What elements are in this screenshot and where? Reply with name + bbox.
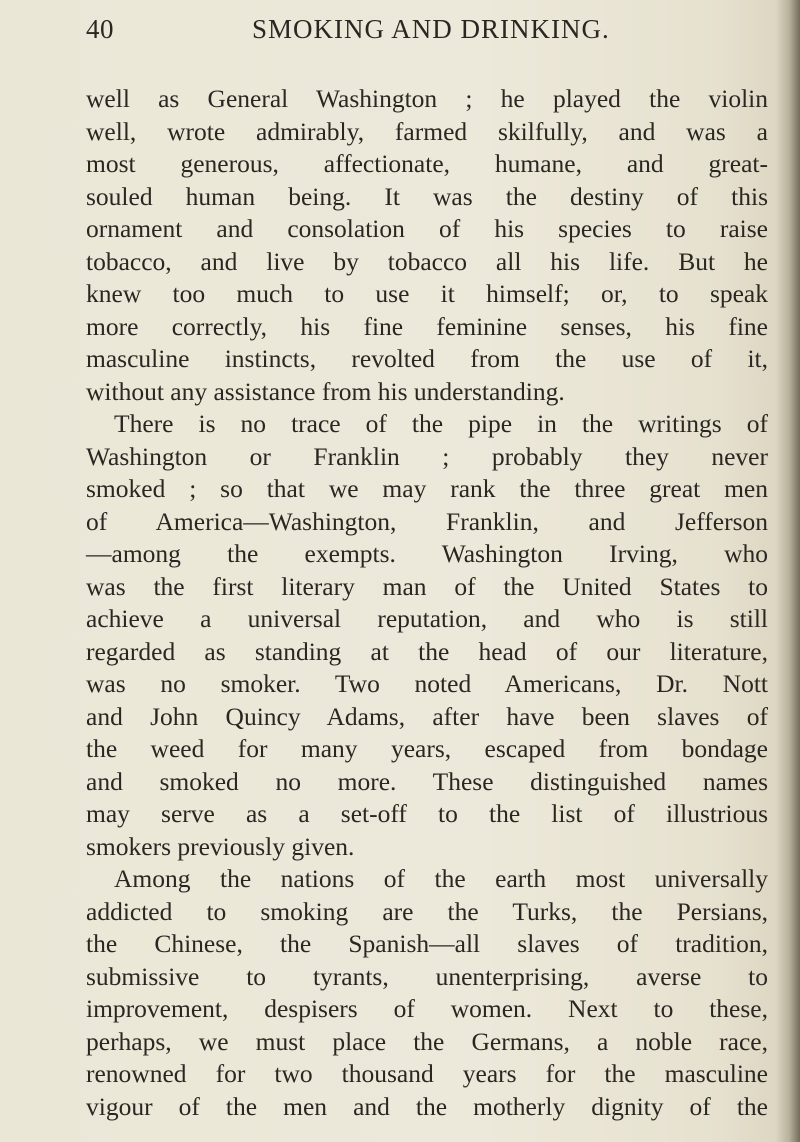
text-line: was no smoker. Two noted Americans, Dr. Nott xyxy=(86,669,768,698)
text-line: renowned for two thousand years for the masculine xyxy=(86,1059,768,1088)
text-line: the weed for many years, escaped from bondage xyxy=(86,734,768,763)
paragraph-start-line: Among the nations of the earth most universally xyxy=(114,864,768,893)
body-text xyxy=(86,83,768,1123)
text-line: without any assistance from his understanding. xyxy=(86,376,565,406)
text-line: improvement, despisers of women. Next to these, xyxy=(86,994,768,1023)
text-line: well as General Washington ; he played the violin xyxy=(86,84,768,113)
text-line: well, wrote admirably, farmed skilfully, and was a xyxy=(86,116,768,146)
text-line: addicted to smoking are the Turks, the Persians, xyxy=(86,896,768,926)
paragraph-start-line: There is no trace of the pipe in the writings of xyxy=(114,409,768,438)
page-edge-shadow xyxy=(776,0,800,1142)
text-line: was the first literary man of the United States to xyxy=(86,571,768,601)
text-line: achieve a universal reputation, and who is still xyxy=(86,604,768,633)
text-line: and smoked no more. These distinguished names xyxy=(86,766,768,796)
text-line: knew too much to use it himself; or, to speak xyxy=(86,279,768,308)
text-line: and John Quincy Adams, after have been slaves of xyxy=(86,701,768,731)
text-line: Washington or Franklin ; probably they never xyxy=(86,441,768,471)
text-line: may serve as a set-off to the list of illustrious xyxy=(86,799,768,828)
text-line: tobacco, and live by tobacco all his life. But he xyxy=(86,246,768,276)
text-line: the Chinese, the Spanish—all slaves of tradition, xyxy=(86,929,768,958)
text-line: vigour of the men and the motherly dignity of the xyxy=(86,1091,768,1121)
text-line: of America—Washington, Franklin, and Jefferson xyxy=(86,506,768,536)
page-header xyxy=(86,14,766,54)
text-line: masculine instincts, revolted from the use of it, xyxy=(86,344,768,373)
text-line: smoked ; so that we may rank the three great men xyxy=(86,474,768,503)
text-line: most generous, affectionate, humane, and great- xyxy=(86,149,768,178)
text-line: ornament and consolation of his species to raise xyxy=(86,214,768,243)
page-number: 40 xyxy=(86,14,114,44)
text-line: souled human being. It was the destiny of this xyxy=(86,181,768,211)
text-line: more correctly, his fine feminine senses, his fine xyxy=(86,311,768,341)
text-line: regarded as standing at the head of our literature, xyxy=(86,636,768,666)
text-line: —among the exempts. Washington Irving, who xyxy=(86,539,768,568)
running-head: SMOKING AND DRINKING. xyxy=(252,14,610,44)
text-line: perhaps, we must place the Germans, a noble race, xyxy=(86,1026,768,1056)
text-line: submissive to tyrants, unenterprising, averse to xyxy=(86,961,768,991)
text-line: smokers previously given. xyxy=(86,831,355,861)
